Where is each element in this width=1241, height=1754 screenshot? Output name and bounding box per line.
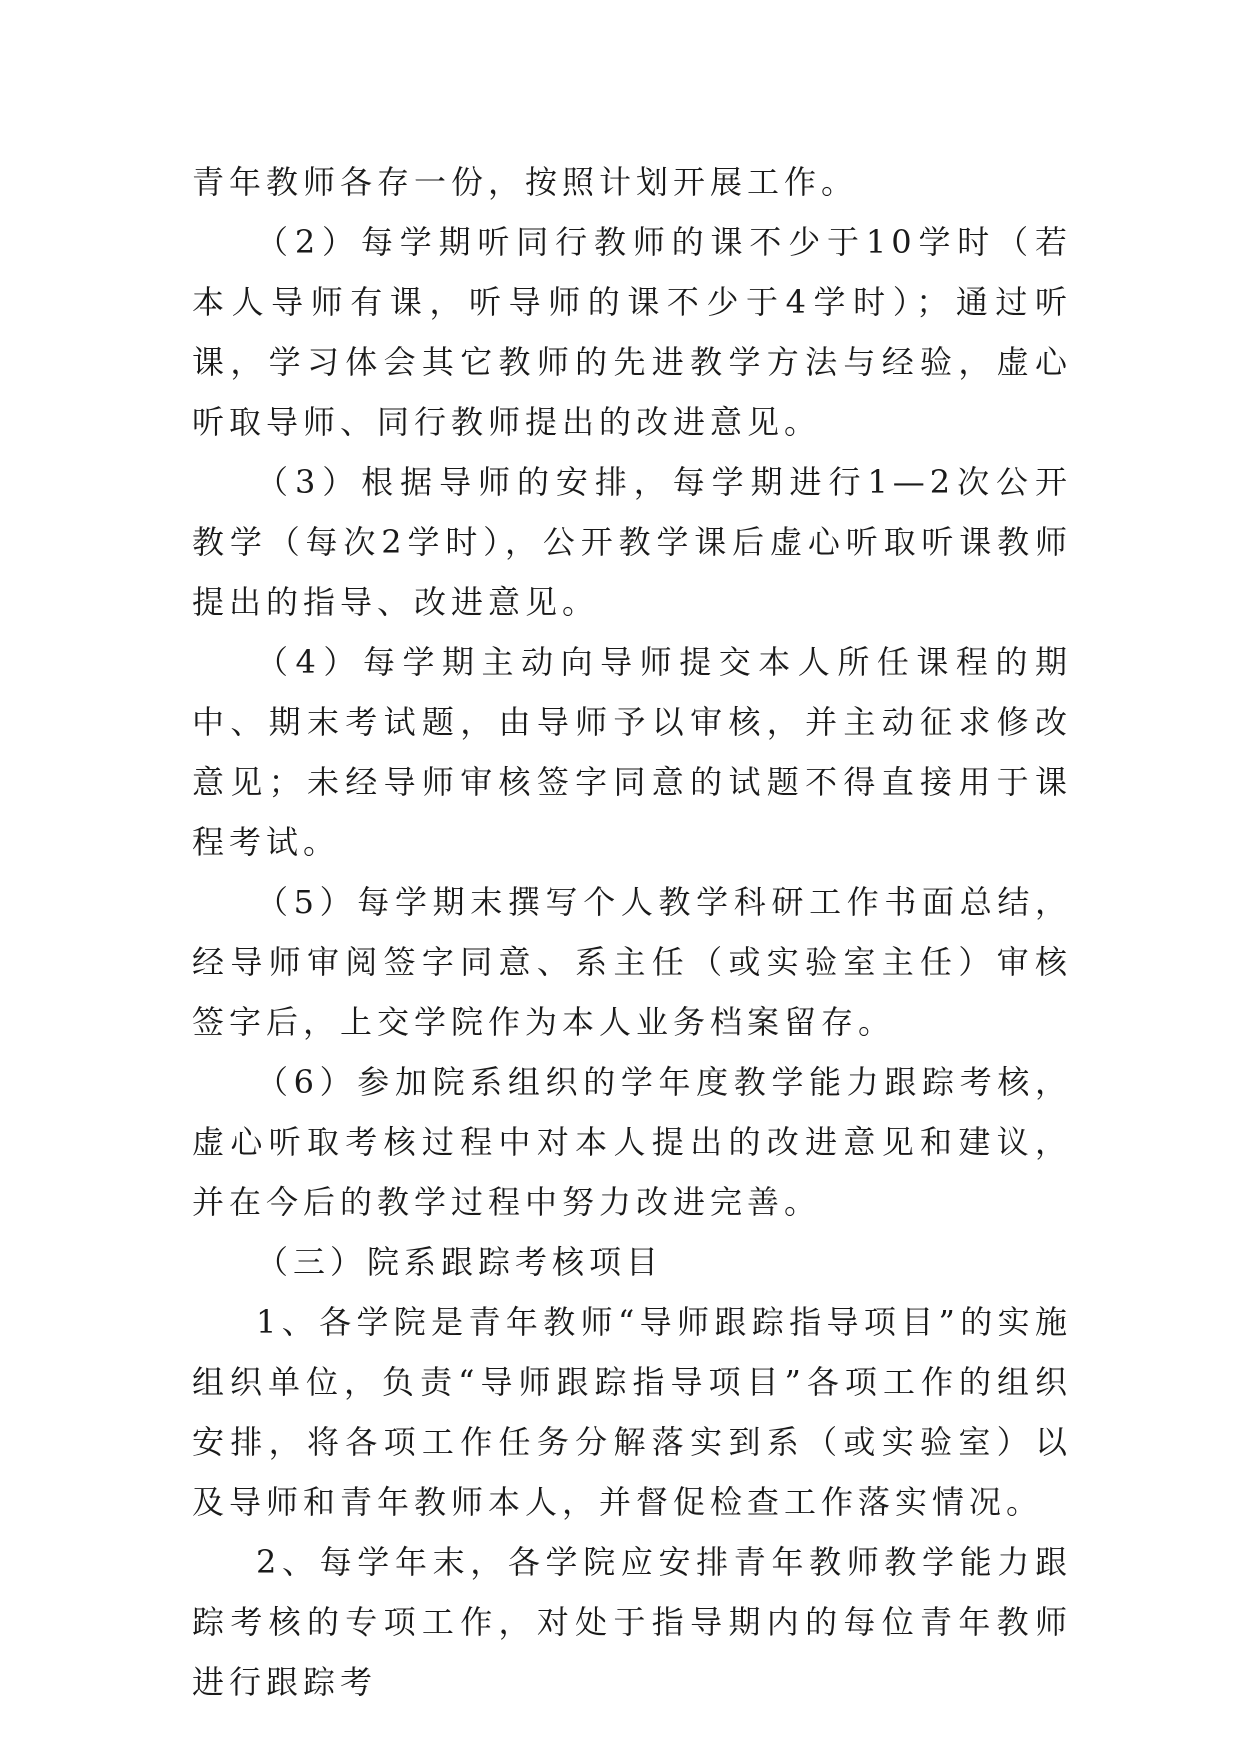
paragraph-item-2: （2）每学期听同行教师的课不少于10学时（若本人导师有课，听导师的课不少于4学时）；通过听课，学习体会其它教师的先进教学方法与经验，虚心听取导师、同行教师提出的改进意见。 [192,223,1072,441]
paragraph-item-3: （3）根据导师的安排，每学期进行1—2次公开教学（每次2学时），公开教学课后虚心听取听课教师提出的指导、改进意见。 [192,463,1072,621]
paragraph-item-6: （6）参加院系组织的学年度教学能力跟踪考核，虚心听取考核过程中对本人提出的改进意见和建议，并在今后的教学过程中努力改进完善。 [192,1063,1072,1221]
paragraph-item-5: （5）每学期末撰写个人教学科研工作书面总结，经导师审阅签字同意、系主任（或实验室主任）审核签字后，上交学院作为本人业务档案留存。 [192,883,1072,1041]
section-heading-3: （三）院系跟踪考核项目 [256,1243,664,1281]
paragraph-point-2: 2、每学年末，各学院应安排青年教师教学能力跟踪考核的专项工作，对处于指导期内的每位青年教师进行跟踪考 [192,1543,1072,1701]
document-body [192,152,1072,1712]
paragraph-continuation: 青年教师各存一份，按照计划开展工作。 [192,163,859,201]
paragraph-point-1: 1、各学院是青年教师“导师跟踪指导项目”的实施组织单位，负责“导师跟踪指导项目”各项工作的组织安排，将各项工作任务分解落实到系（或实验室）以及导师和青年教师本人，并督促检查工作落实情况。 [192,1303,1072,1521]
paragraph-item-4: （4）每学期主动向导师提交本人所任课程的期中、期末考试题，由导师予以审核，并主动征求修改意见；未经导师审核签字同意的试题不得直接用于课程考试。 [192,643,1072,861]
